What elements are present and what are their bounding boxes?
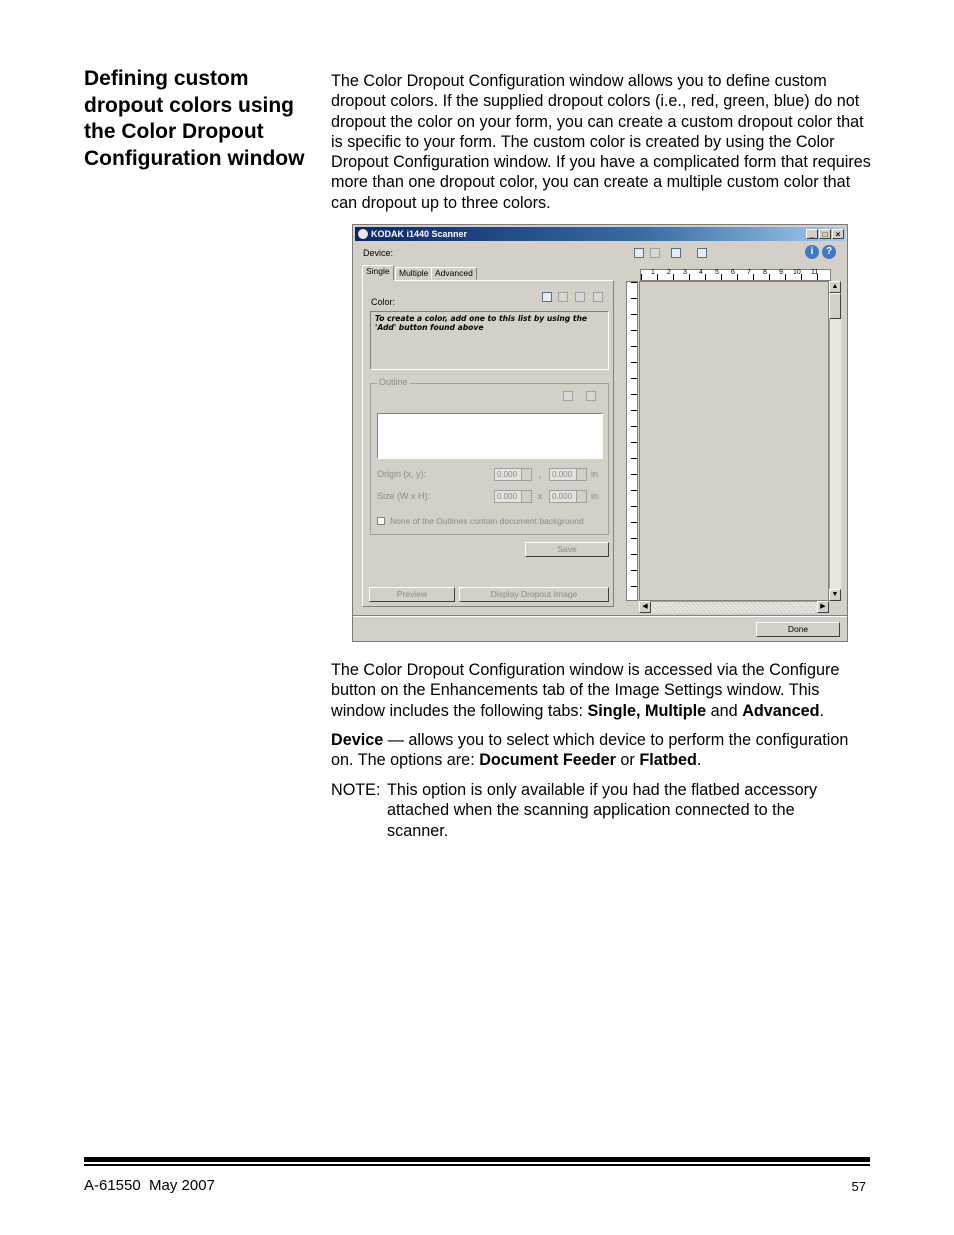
info-icon[interactable]: i (805, 245, 819, 259)
ruler-number: 4 (699, 269, 703, 276)
window-titlebar (355, 227, 845, 241)
color-list-hint: To create a color, add one to this list by using the 'Add' button found above (375, 314, 588, 332)
maximize-icon[interactable]: □ (819, 229, 831, 239)
reset-color-icon[interactable] (593, 292, 603, 302)
origin-x-input[interactable]: 0.000 (494, 468, 532, 481)
scroll-left-icon[interactable]: ◀ (639, 601, 651, 613)
delete-outline-icon[interactable] (586, 391, 596, 401)
outline-group (370, 383, 609, 535)
rotate-icon[interactable] (697, 248, 707, 258)
ruler-number: 11 (811, 269, 819, 276)
size-h-input[interactable]: 0.000 (549, 490, 587, 503)
background-checkbox[interactable] (377, 517, 385, 525)
add-color-icon[interactable] (542, 292, 552, 302)
horizontal-scrollbar[interactable] (639, 601, 829, 613)
outline-list[interactable] (377, 413, 603, 459)
note-text: This option is only available if you had the flatbed accessory attached when the scanning application connected to the scanner. (387, 781, 818, 840)
window-title: KODAK i1440 Scanner (371, 229, 468, 239)
edit-color-icon[interactable] (558, 292, 568, 302)
minimize-icon[interactable]: _ (806, 229, 818, 239)
delete-color-icon[interactable] (575, 292, 585, 302)
size-separator: x (538, 491, 543, 501)
scroll-right-icon[interactable]: ▶ (817, 601, 829, 613)
display-dropout-image-button[interactable]: Display Dropout Image (459, 587, 609, 602)
origin-separator: , (539, 469, 542, 479)
color-list[interactable] (370, 311, 609, 370)
zoom-out-icon[interactable] (650, 248, 660, 258)
note-label: NOTE: (331, 781, 381, 799)
ruler-number: 9 (779, 269, 783, 276)
ruler-number: 1 (651, 269, 655, 276)
close-icon[interactable]: × (832, 229, 844, 239)
vertical-scrollbar[interactable] (829, 281, 841, 601)
help-icon[interactable]: ? (822, 245, 836, 259)
page-number: 57 (851, 1179, 866, 1194)
outline-group-title: Outline (379, 377, 408, 387)
origin-unit: in (591, 469, 599, 479)
done-button[interactable]: Done (756, 622, 840, 637)
device-paragraph: Device — allows you to select which device to perform the configuration on. The options are: Document Feeder or Flatbed. (331, 731, 849, 770)
intro-paragraph: The Color Dropout Configuration window allows you to define custom dropout colors. If the supplied dropout colors (i.e., red, green, blue) do not dropout the color on your form, you can create a custom dropout color that is specific to your form. The custom color is created by using the Color Dropout Configuration window. If you have a complicated form that requires more than one dropout color, you can create a multiple custom color that can dropout up to three colors. (331, 72, 871, 212)
size-w-input[interactable]: 0.000 (494, 490, 532, 503)
origin-label: Origin (x, y): (377, 469, 427, 479)
app-icon (358, 229, 368, 239)
size-label: Size (W x H): (377, 491, 430, 501)
access-paragraph: The Color Dropout Configuration window is accessed via the Configure button on the Enhancements tab of the Image Settings window. This window includes the following tabs: Single, Multiple and Advanced. (331, 661, 840, 720)
scroll-down-icon[interactable]: ▼ (829, 589, 841, 601)
image-preview-area[interactable] (639, 281, 829, 601)
footer-rule-thick (84, 1157, 870, 1162)
scroll-thumb[interactable] (829, 293, 841, 319)
origin-y-input[interactable]: 0.000 (549, 468, 587, 481)
vertical-ruler (626, 281, 638, 601)
window-separator (353, 615, 847, 617)
ruler-number: 5 (715, 269, 719, 276)
ruler-number: 7 (747, 269, 751, 276)
color-label: Color: (371, 297, 396, 307)
footer-doc-info: A-61550 May 2007 (84, 1177, 215, 1194)
section-heading: Defining custom dropout colors using the Color Dropout Configuration window (84, 67, 305, 170)
ruler-number: 10 (793, 269, 801, 276)
tab-advanced[interactable]: Advanced (431, 267, 477, 280)
scroll-up-icon[interactable]: ▲ (829, 281, 841, 293)
save-button[interactable]: Save (525, 542, 609, 557)
ruler-number: 6 (731, 269, 735, 276)
ruler-number: 3 (683, 269, 687, 276)
color-dropout-window-screenshot (352, 224, 848, 642)
horizontal-ruler (640, 269, 831, 281)
tab-single[interactable]: Single (362, 265, 394, 281)
preview-button[interactable]: Preview (369, 587, 455, 602)
footer-rule-thin (84, 1164, 870, 1166)
ruler-number: 2 (667, 269, 671, 276)
fit-page-icon[interactable] (671, 248, 681, 258)
add-outline-icon[interactable] (563, 391, 573, 401)
size-unit: in (591, 491, 599, 501)
ruler-number: 8 (763, 269, 767, 276)
background-checkbox-label: None of the Outlines contain document background (390, 516, 584, 526)
device-label: Device: (363, 248, 394, 258)
zoom-in-icon[interactable] (634, 248, 644, 258)
tab-multiple[interactable]: Multiple (395, 267, 432, 280)
